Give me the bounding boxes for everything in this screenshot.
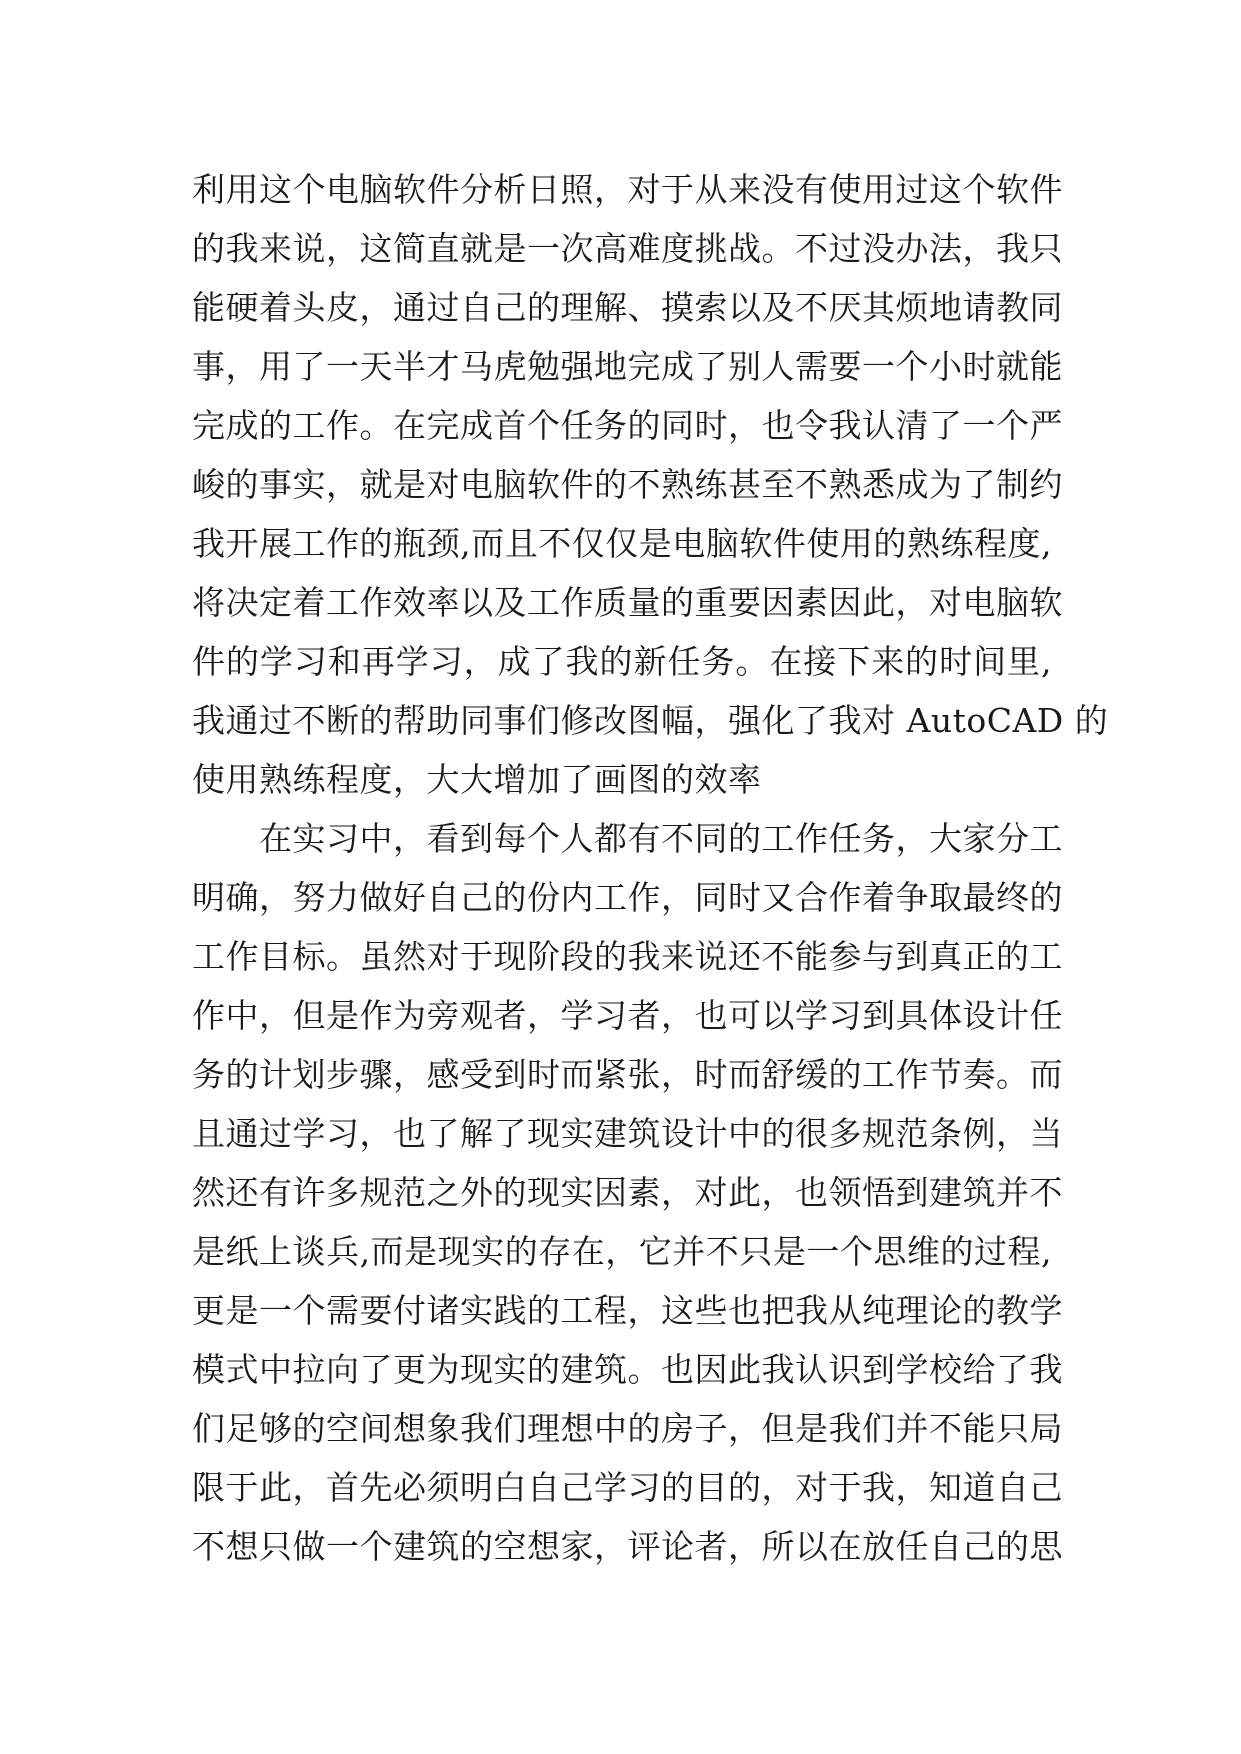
- text-line: 务的计划步骤，感受到时而紧张，时而舒缓的工作节奏。而: [192, 1055, 1063, 1094]
- text-line: 然还有许多规范之外的现实因素，对此，也领悟到建筑并不: [192, 1173, 1063, 1212]
- text-line: 峻的事实，就是对电脑软件的不熟练甚至不熟悉成为了制约: [192, 465, 1063, 504]
- text-line: 们足够的空间想象我们理想中的房子，但是我们并不能只局: [192, 1409, 1063, 1448]
- text-line: 工作目标。虽然对于现阶段的我来说还不能参与到真正的工: [192, 937, 1063, 976]
- text-line: 件的学习和再学习，成了我的新任务。在接下来的时间里,: [192, 642, 1052, 681]
- text-line: 不想只做一个建筑的空想家，评论者，所以在放任自己的思: [192, 1527, 1063, 1566]
- text-line: 限于此，首先必须明白自己学习的目的，对于我，知道自己: [192, 1468, 1063, 1507]
- text-line: 完成的工作。在完成首个任务的同时，也令我认清了一个严: [192, 406, 1063, 445]
- text-line: 是纸上谈兵,而是现实的存在，它并不只是一个思维的过程,: [192, 1232, 1052, 1271]
- text-line: 且通过学习，也了解了现实建筑设计中的很多规范条例，当: [192, 1114, 1063, 1153]
- paragraph-end-line: 使用熟练程度，大大增加了画图的效率: [192, 760, 762, 799]
- text-line: 明确，努力做好自己的份内工作，同时又合作着争取最终的: [192, 878, 1063, 917]
- text-line: 的我来说，这简直就是一次高难度挑战。不过没办法，我只: [192, 229, 1063, 268]
- text-line: 利用这个电脑软件分析日照，对于从来没有使用过这个软件: [192, 170, 1063, 209]
- text-line: 模式中拉向了更为现实的建筑。也因此我认识到学校给了我: [192, 1350, 1063, 1389]
- text-line: 能硬着头皮，通过自己的理解、摸索以及不厌其烦地请教同: [192, 288, 1063, 327]
- body-text: [192, 160, 1109, 1576]
- text-line: 我通过不断的帮助同事们修改图幅，强化了我对 AutoCAD 的: [192, 701, 1109, 740]
- text-line: 作中，但是作为旁观者，学习者，也可以学习到具体设计任: [192, 996, 1063, 1035]
- text-line: 我开展工作的瓶颈,而且不仅仅是电脑软件使用的熟练程度,: [192, 524, 1052, 563]
- text-line: 将决定着工作效率以及工作质量的重要因素因此，对电脑软: [192, 583, 1063, 622]
- paragraph-start-line: 在实习中，看到每个人都有不同的工作任务，大家分工: [192, 819, 1063, 858]
- text-line: 更是一个需要付诸实践的工程，这些也把我从纯理论的教学: [192, 1291, 1063, 1330]
- text-line: 事，用了一天半才马虎勉强地完成了别人需要一个小时就能: [192, 347, 1063, 386]
